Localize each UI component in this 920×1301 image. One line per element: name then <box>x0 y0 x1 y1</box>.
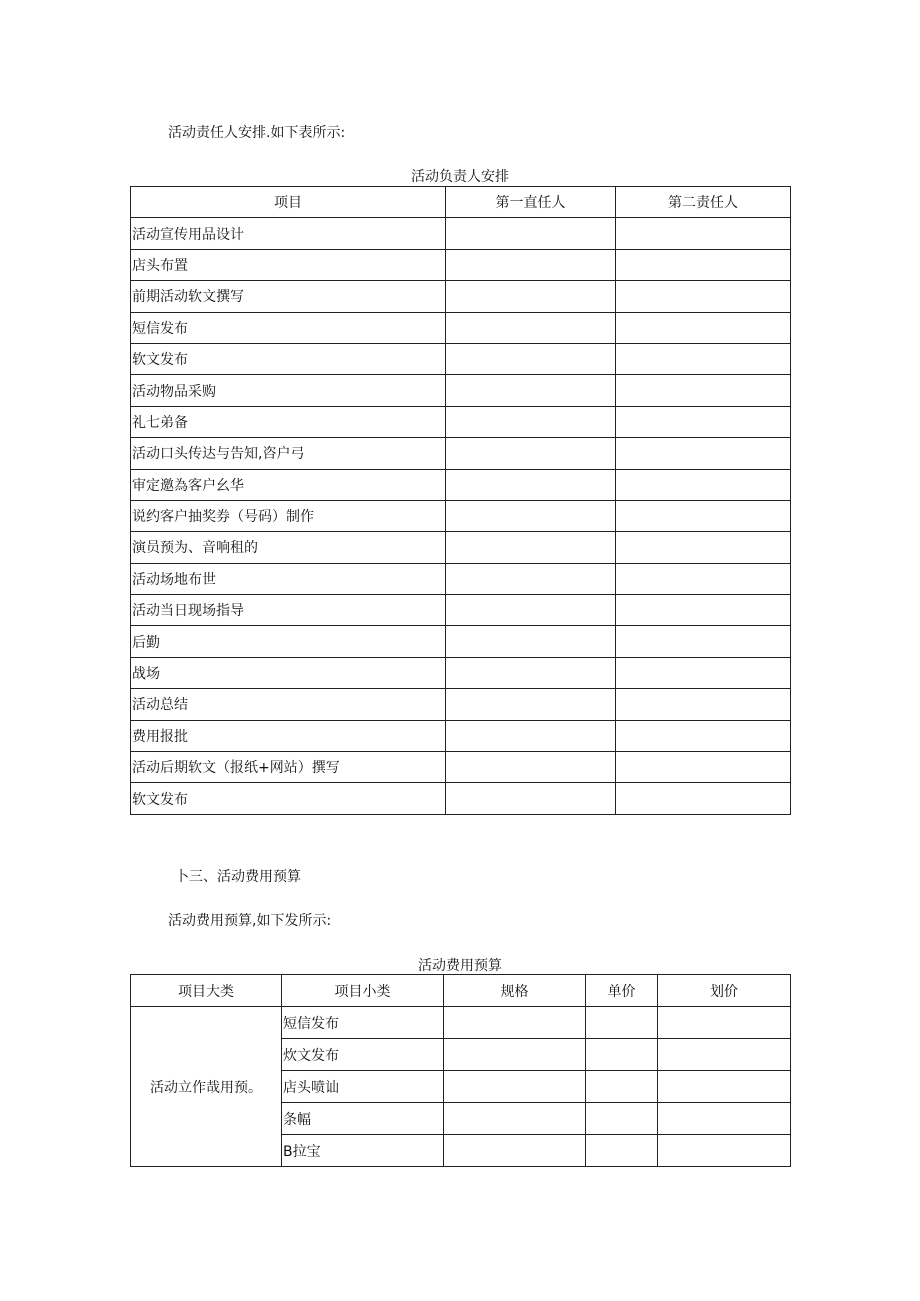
total-price-cell <box>658 1039 791 1071</box>
second-responsible-cell <box>616 657 791 688</box>
table-row <box>131 720 791 751</box>
spec-cell <box>444 1135 586 1167</box>
table-row <box>131 438 791 469</box>
task-name-cell: 店头布置 <box>131 249 446 280</box>
table-row <box>131 469 791 500</box>
table-row <box>131 281 791 312</box>
total-price-cell <box>658 1007 791 1039</box>
section-heading: 卜三、活动费用预算 <box>175 869 301 885</box>
task-name-cell: 活动场地布世 <box>131 563 446 594</box>
header-category: 项目大类 <box>131 975 282 1007</box>
table-row <box>131 689 791 720</box>
header-subcategory: 项目小类 <box>282 975 444 1007</box>
spec-cell <box>444 1103 586 1135</box>
first-responsible-cell <box>446 752 616 783</box>
table-row <box>131 218 791 249</box>
task-name-cell: 礼七弟备 <box>131 406 446 437</box>
budget-intro-text: 活动费用预算,如下发所示: <box>168 913 332 929</box>
task-name-cell: 审定邀為客户幺华 <box>131 469 446 500</box>
task-name-cell: 短信发布 <box>131 312 446 343</box>
intro-text: 活动责任人安排.如下表所示: <box>168 125 346 141</box>
table-header-row <box>131 975 791 1007</box>
table-row <box>131 500 791 531</box>
task-name-cell: 费用报批 <box>131 720 446 751</box>
total-price-cell <box>658 1071 791 1103</box>
spec-cell <box>444 1071 586 1103</box>
table-row <box>131 563 791 594</box>
spec-cell <box>444 1007 586 1039</box>
table-row <box>131 657 791 688</box>
first-responsible-cell <box>446 469 616 500</box>
header-item: 项目 <box>131 187 446 218</box>
second-responsible-cell <box>616 720 791 751</box>
first-responsible-cell <box>446 626 616 657</box>
second-responsible-cell <box>616 218 791 249</box>
spec-cell <box>444 1039 586 1071</box>
subcategory-cell: B拉宝 <box>282 1135 444 1167</box>
first-responsible-cell <box>446 218 616 249</box>
table-row <box>131 752 791 783</box>
second-responsible-cell <box>616 532 791 563</box>
total-price-cell <box>658 1103 791 1135</box>
table-row <box>131 343 791 374</box>
table-row <box>131 532 791 563</box>
responsibility-table <box>130 186 791 815</box>
subcategory-cell: 店头喷讪 <box>282 1071 444 1103</box>
table-row <box>131 406 791 437</box>
table-row <box>131 249 791 280</box>
header-total-price: 划价 <box>658 975 791 1007</box>
second-responsible-cell <box>616 783 791 814</box>
subcategory-cell: 条幅 <box>282 1103 444 1135</box>
table-row <box>131 312 791 343</box>
unit-price-cell <box>586 1039 658 1071</box>
first-responsible-cell <box>446 657 616 688</box>
table-row <box>131 626 791 657</box>
second-responsible-cell <box>616 249 791 280</box>
task-name-cell: 活动当日现场指导 <box>131 595 446 626</box>
task-name-cell: 软文发布 <box>131 783 446 814</box>
second-responsible-cell <box>616 563 791 594</box>
header-unit-price: 单价 <box>586 975 658 1007</box>
header-spec: 规格 <box>444 975 586 1007</box>
task-name-cell: 活动口头传达与告知,咨户弓 <box>131 438 446 469</box>
task-name-cell: 战场 <box>131 657 446 688</box>
second-responsible-cell <box>616 689 791 720</box>
first-responsible-cell <box>446 689 616 720</box>
task-name-cell: 说约客户抽奖券（号码）制作 <box>131 500 446 531</box>
table-row <box>131 375 791 406</box>
task-name-cell: 软文发布 <box>131 343 446 374</box>
first-responsible-cell <box>446 720 616 751</box>
first-responsible-cell <box>446 406 616 437</box>
header-first-responsible: 第一直任人 <box>446 187 616 218</box>
second-responsible-cell <box>616 626 791 657</box>
first-responsible-cell <box>446 249 616 280</box>
second-responsible-cell <box>616 312 791 343</box>
first-responsible-cell <box>446 783 616 814</box>
first-responsible-cell <box>446 595 616 626</box>
first-responsible-cell <box>446 500 616 531</box>
subcategory-cell: 炊文发布 <box>282 1039 444 1071</box>
table-row <box>131 1007 791 1039</box>
second-responsible-cell <box>616 281 791 312</box>
total-price-cell <box>658 1135 791 1167</box>
unit-price-cell <box>586 1007 658 1039</box>
second-responsible-cell <box>616 406 791 437</box>
first-responsible-cell <box>446 532 616 563</box>
second-responsible-cell <box>616 752 791 783</box>
table-row <box>131 595 791 626</box>
table2-caption: 活动费用预算 <box>418 958 502 974</box>
second-responsible-cell <box>616 438 791 469</box>
second-responsible-cell <box>616 500 791 531</box>
unit-price-cell <box>586 1103 658 1135</box>
task-name-cell: 活动后期软文（报纸+网站）撰写 <box>131 752 446 783</box>
task-name-cell: 活动总结 <box>131 689 446 720</box>
first-responsible-cell <box>446 312 616 343</box>
second-responsible-cell <box>616 469 791 500</box>
second-responsible-cell <box>616 595 791 626</box>
first-responsible-cell <box>446 375 616 406</box>
task-name-cell: 演员预为、音响租的 <box>131 532 446 563</box>
category-cell: 活动立作哉用预。 <box>131 1007 282 1167</box>
task-name-cell: 活动物品采购 <box>131 375 446 406</box>
second-responsible-cell <box>616 375 791 406</box>
second-responsible-cell <box>616 343 791 374</box>
first-responsible-cell <box>446 438 616 469</box>
unit-price-cell <box>586 1135 658 1167</box>
table1-caption: 活动负责人安排 <box>411 169 509 185</box>
budget-table <box>130 974 791 1167</box>
first-responsible-cell <box>446 343 616 374</box>
table-row <box>131 783 791 814</box>
subcategory-cell: 短信发布 <box>282 1007 444 1039</box>
unit-price-cell <box>586 1071 658 1103</box>
first-responsible-cell <box>446 563 616 594</box>
task-name-cell: 活动宣传用品设计 <box>131 218 446 249</box>
task-name-cell: 前期活动软文撰写 <box>131 281 446 312</box>
task-name-cell: 后勤 <box>131 626 446 657</box>
first-responsible-cell <box>446 281 616 312</box>
header-second-responsible: 第二责任人 <box>616 187 791 218</box>
table-header-row <box>131 187 791 218</box>
